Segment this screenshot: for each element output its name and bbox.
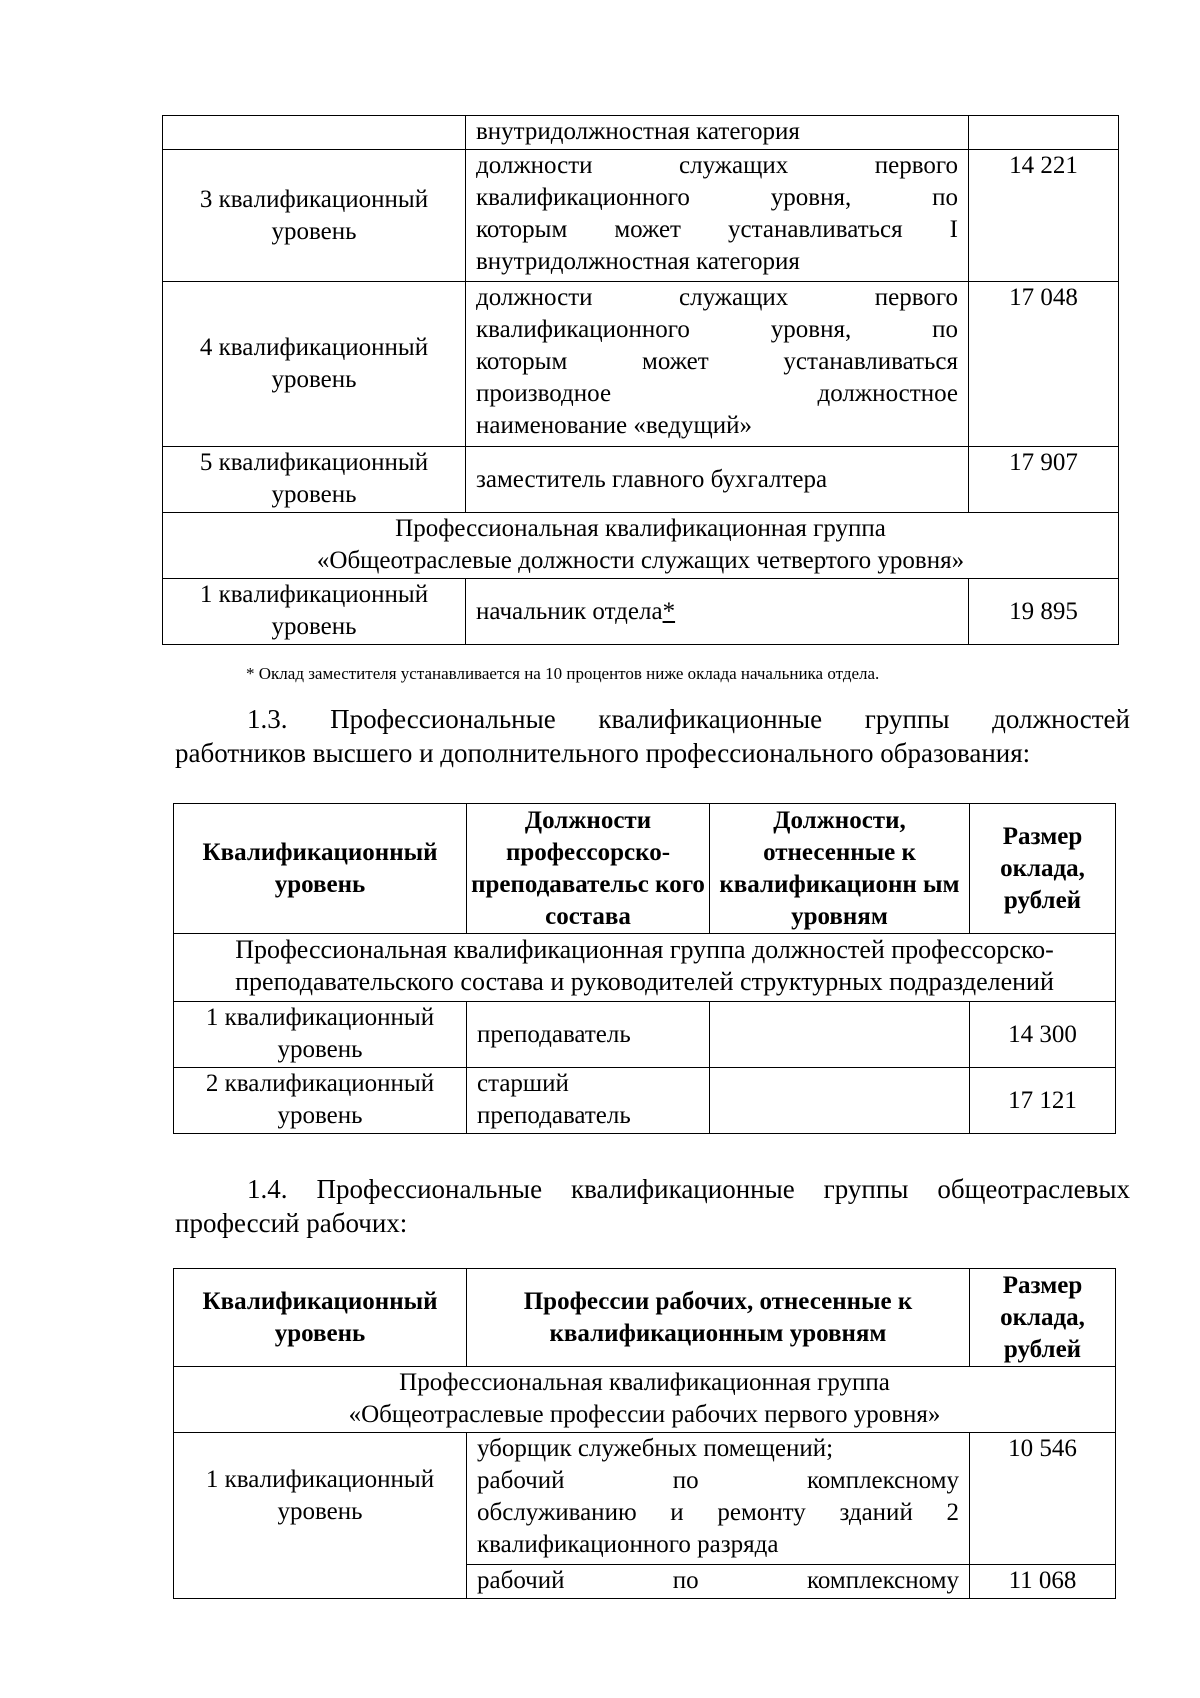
position-cell: преподаватель (467, 1002, 710, 1068)
salary-cell: 10 546 (970, 1433, 1116, 1565)
text-line: наименование «ведущий» (476, 412, 752, 439)
group-title (174, 1367, 1116, 1433)
header-row (174, 1269, 1116, 1367)
text-line: обслуживанию и ремонту зданий 2 (477, 1499, 959, 1526)
header-other-positions: Должности, отнесенные к квалификационн ым уровням (710, 804, 970, 934)
text-line: квалификационного разряда (477, 1531, 779, 1558)
position-cell (466, 150, 969, 282)
other-cell (710, 1002, 970, 1068)
level-cell: 1 квалификационный уровень (174, 1433, 467, 1599)
position-cell: заместитель главного бухгалтера (466, 447, 969, 513)
paragraph-line: 1.4. Профессиональные квалификационные группы общеотраслевых (247, 1174, 1130, 1204)
position-cell (466, 282, 969, 447)
other-cell (710, 1068, 970, 1134)
salary-cell: 17 121 (970, 1068, 1116, 1134)
table-2 (173, 803, 1116, 1134)
text-line: квалификационного уровня, по (476, 184, 958, 211)
group-line: Профессиональная квалификационная группа (395, 515, 886, 542)
level-cell: 1 квалификационный уровень (174, 1002, 467, 1068)
paragraph-line: профессий рабочих: (175, 1208, 408, 1238)
level-cell: 5 квалификационный уровень (163, 447, 466, 513)
salary-cell: 14 221 (969, 150, 1119, 282)
group-line: «Общеотраслевые профессии рабочих первого уровня» (348, 1401, 941, 1428)
salary-cell: 17 907 (969, 447, 1119, 513)
header-teaching-positions: Должности профессорско-преподавательс кого состава (467, 804, 710, 934)
header-professions: Профессии рабочих, отнесенные к квалификационным уровням (467, 1269, 970, 1367)
text-line: уборщик служебных помещений; (477, 1435, 834, 1462)
table-row (174, 1068, 1116, 1134)
table-row (174, 1002, 1116, 1068)
group-line: Профессиональная квалификационная группа (399, 1369, 890, 1396)
table-row (163, 579, 1119, 645)
table-row (174, 1433, 1116, 1565)
group-line: «Общеотраслевые должности служащих четвертого уровня» (316, 547, 965, 574)
position-cell (466, 579, 969, 645)
group-title (163, 513, 1119, 579)
profession-cell (467, 1433, 970, 1565)
section-1-3-paragraph (175, 702, 1130, 770)
header-level: Квалификационный уровень (174, 1269, 467, 1367)
table-row (163, 282, 1119, 447)
text-line: рабочий по комплексному (477, 1467, 959, 1494)
level-cell: 3 квалификационный уровень (163, 150, 466, 282)
paragraph-line: работников высшего и дополнительного профессионального образования: (175, 738, 1031, 768)
salary-cell (969, 116, 1119, 150)
header-salary: Размер оклада, рублей (970, 1269, 1116, 1367)
salary-cell: 14 300 (970, 1002, 1116, 1068)
header-level: Квалификационный уровень (174, 804, 467, 934)
text-line: которым может устанавливаться (476, 348, 958, 375)
text-line: внутридолжностная категория (476, 248, 800, 275)
group-row (174, 934, 1116, 1002)
group-line: преподавательского состава и руководителей структурных подразделений (235, 967, 1054, 996)
section-1-4-paragraph (175, 1172, 1130, 1240)
level-cell: 1 квалификационный уровень (163, 579, 466, 645)
table-row (163, 447, 1119, 513)
text-line: рабочий по комплексному (477, 1567, 959, 1594)
position-cell: старший преподаватель (467, 1068, 710, 1134)
table-3 (173, 1268, 1116, 1599)
text-line: которым может устанавливаться I (476, 216, 958, 243)
text-line: должности служащих первого (476, 284, 958, 311)
text-line: квалификационного уровня, по (476, 316, 958, 343)
group-row (174, 1367, 1116, 1433)
text-line: производное должностное (476, 380, 958, 407)
position-text: начальник отдела (476, 597, 663, 625)
salary-cell: 19 895 (969, 579, 1119, 645)
level-cell: 2 квалификационный уровень (174, 1068, 467, 1134)
salary-cell: 11 068 (970, 1565, 1116, 1599)
text-line: должности служащих первого (476, 152, 958, 179)
table-1 (162, 115, 1119, 645)
header-salary: Размер оклада, рублей (970, 804, 1116, 934)
footnote: * Оклад заместителя устанавливается на 10 процентов ниже оклада начальника отдела. (246, 664, 880, 683)
profession-cell (467, 1565, 970, 1599)
level-cell (163, 116, 466, 150)
group-line: Профессиональная квалификационная группа должностей профессорско- (235, 935, 1054, 964)
table-row (163, 150, 1119, 282)
level-cell: 4 квалификационный уровень (163, 282, 466, 447)
salary-cell: 17 048 (969, 282, 1119, 447)
header-row (174, 804, 1116, 934)
position-cell: внутридолжностная категория (466, 116, 969, 150)
paragraph-line: 1.3. Профессиональные квалификационные группы должностей (247, 704, 1130, 734)
footnote-mark[interactable]: * (662, 597, 676, 625)
group-title (174, 934, 1116, 1002)
table-row (163, 116, 1119, 150)
group-row (163, 513, 1119, 579)
